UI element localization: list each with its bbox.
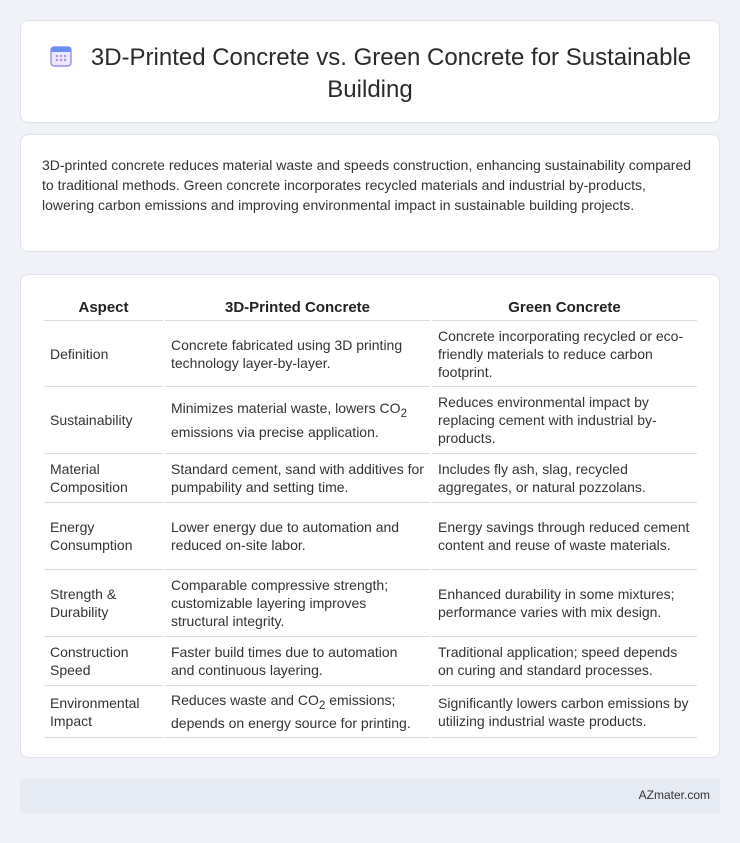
printed-text-pre: Minimizes material waste, lowers CO: [171, 400, 401, 417]
green-cell: Significantly lowers carbon emissions by utilizing industrial waste products.: [432, 686, 697, 738]
header-green: Green Concrete: [432, 295, 697, 321]
printed-cell: Comparable compressive strength; customizable layering improves structural integrity.: [165, 570, 430, 637]
printed-text-post: emissions via precise application.: [171, 423, 379, 440]
header-aspect: Aspect: [44, 295, 163, 321]
table-header-row: [44, 295, 697, 321]
printed-cell: [165, 387, 430, 454]
table-row: [44, 387, 697, 454]
aspect-cell: Environmental Impact: [44, 686, 163, 738]
page-title: [21, 43, 719, 104]
printed-subscript: 2: [318, 698, 326, 712]
green-cell: Enhanced durability in some mixtures; performance varies with mix design.: [432, 570, 697, 637]
printed-text-post: emissions; depends on energy source for printing.: [171, 691, 411, 732]
aspect-cell: Material Composition: [44, 454, 163, 503]
title-card: [20, 20, 720, 123]
printed-cell: Faster build times due to automation and continuous layering.: [165, 637, 430, 686]
comparison-card: [20, 274, 720, 758]
aspect-cell: Sustainability: [44, 387, 163, 454]
table-row: [44, 321, 697, 387]
title-text: 3D-Printed Concrete vs. Green Concrete for Sustainable Building: [90, 44, 692, 103]
green-cell: Concrete incorporating recycled or eco-friendly materials to reduce carbon footprint.: [432, 321, 697, 387]
printed-subscript: 2: [400, 406, 407, 420]
printed-cell: [165, 686, 430, 738]
summary-text: 3D-printed concrete reduces material waste and speeds construction, enhancing sustainability compared to traditional methods. Green concrete incorporates recycled materials and industrial by-products, lowering carbon emissions and improving environmental impact in sustainable building projects.: [42, 157, 692, 213]
printed-cell: Lower energy due to automation and reduced on-site labor.: [165, 503, 430, 570]
printed-cell: Concrete fabricated using 3D printing technology layer-by-layer.: [165, 321, 430, 387]
table-row: [44, 686, 697, 738]
green-cell: Traditional application; speed depends on curing and standard processes.: [432, 637, 697, 686]
summary-card: [20, 134, 720, 252]
comparison-table: [42, 295, 699, 738]
aspect-cell: Energy Consumption: [44, 503, 163, 570]
green-cell: Reduces environmental impact by replacing cement with industrial by-products.: [432, 387, 697, 454]
table-row: [44, 503, 697, 570]
printed-cell: Standard cement, sand with additives for pumpability and setting time.: [165, 454, 430, 503]
printed-text-pre: Reduces waste and CO: [171, 691, 319, 708]
calendar-icon: [49, 44, 73, 75]
green-cell: Energy savings through reduced cement content and reuse of waste materials.: [432, 503, 697, 570]
header-3d-printed: 3D-Printed Concrete: [165, 295, 430, 321]
footer-bar: [20, 779, 720, 813]
footer-brand[interactable]: AZmater.com: [638, 788, 710, 802]
table-row: [44, 637, 697, 686]
aspect-cell: Construction Speed: [44, 637, 163, 686]
aspect-cell: Definition: [44, 321, 163, 387]
green-cell: Includes fly ash, slag, recycled aggregates, or natural pozzolans.: [432, 454, 697, 503]
table-row: [44, 454, 697, 503]
aspect-cell: Strength & Durability: [44, 570, 163, 637]
table-row: [44, 570, 697, 637]
